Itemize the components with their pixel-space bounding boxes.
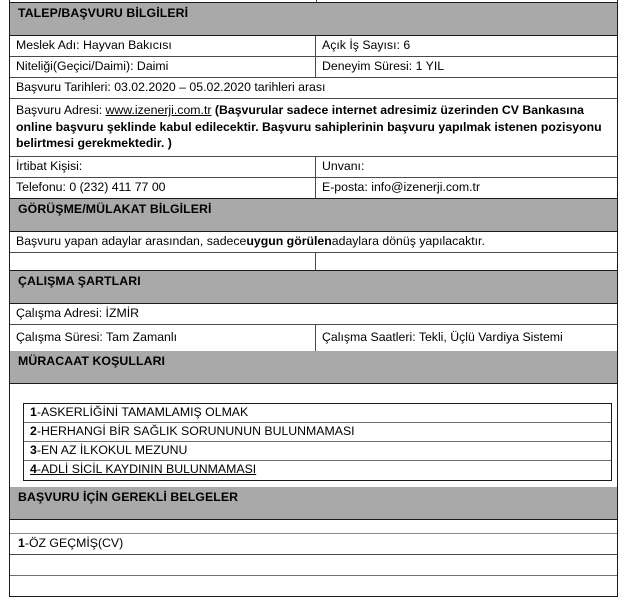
contact-email: E-posta: info@izenerji.com.tr (322, 179, 481, 194)
section-header-working-conditions: ÇALIŞMA ŞARTLARI (10, 271, 617, 304)
condition-list-item (24, 404, 611, 423)
application-conditions-list (23, 403, 612, 481)
interview-note (10, 232, 617, 252)
application-address-cell (10, 99, 617, 156)
table-row (10, 178, 617, 199)
work-hours: Çalışma Saatleri: Tekli, Üçlü Vardiya Sistemi (322, 329, 563, 344)
condition-list-item-text: 1-ASKERLİĞİNİ TAMAMLAMIŞ OLMAK (30, 404, 249, 419)
condition-list-item (24, 461, 611, 480)
column-divider (316, 0, 317, 2)
condition-list-item-text: 4-ADLİ SİCİL KAYDININ BULUNMAMASI (30, 462, 257, 476)
job-posting-table (9, 3, 618, 597)
application-address-prefix: Başvuru Adresi: (16, 103, 106, 117)
work-address: Çalışma Adresi: İZMİR (16, 305, 139, 320)
required-documents-list (10, 534, 617, 555)
table-row (10, 325, 617, 351)
blank-cell-left (10, 253, 316, 270)
contact-title: Unvanı: (322, 158, 365, 173)
table-row (10, 157, 617, 178)
condition-list-item-number: 1 (30, 404, 37, 419)
condition-list-item (24, 442, 611, 461)
table-row-blank (10, 253, 617, 271)
spacer-row-conditions (10, 384, 617, 403)
table-row (10, 57, 617, 78)
section-header-request-info: TALEP/BAŞVURU BİLGİLERİ (10, 3, 617, 36)
contact-person: İrtibat Kişisi: (10, 157, 316, 177)
interview-note-emphasis: uygun görülen (246, 233, 332, 248)
interview-note-part2: adaylara dönüş yapılacaktır. (331, 233, 485, 248)
table-row (10, 232, 617, 253)
table-row (10, 36, 617, 57)
application-address-link[interactable]: www.izenerji.com.tr (105, 103, 212, 117)
section-header-application-conditions: MÜRACAAT KOŞULLARI (10, 351, 617, 384)
open-positions-count: Açık İş Sayısı: 6 (322, 38, 411, 52)
table-row (10, 78, 617, 99)
work-duration: Çalışma Süresi: Tam Zamanlı (10, 325, 316, 351)
blank-cell-right (316, 253, 617, 270)
experience-duration: Deneyim Süresi: 1 YIL (322, 59, 445, 73)
condition-list-item-number: 2 (30, 423, 37, 438)
application-conditions-list-wrapper (10, 403, 617, 481)
condition-list-item (24, 423, 611, 442)
interview-note-part1: Başvuru yapan adaylar arasından, sadece (16, 233, 247, 248)
application-address-note: (Başvurular sadece internet adresimiz üzerinden CV Bankasına online başvuru şeklinde kabul edilecektir. Başvuru sahiplerinin başvuru yapılmak istenen pozisyonu belirtmesi gerekmektedir. ) (16, 103, 602, 150)
required-document-item: 1 -ÖZ GEÇMİŞ(CV) (10, 534, 617, 555)
occupation-name: Meslek Adı: Hayvan Bakıcısı (10, 36, 316, 56)
condition-list-item-text: 3-EN AZ İLKOKUL MEZUNU (30, 442, 188, 457)
condition-list-item-number: 3 (30, 442, 37, 457)
contact-phone: Telefonu: 0 (232) 411 77 00 (10, 178, 316, 198)
application-dates: Başvuru Tarihleri: 03.02.2020 – 05.02.2020 tarihleri arası (16, 80, 326, 94)
condition-list-item-number: 4 (30, 462, 37, 476)
spacer-row-documents (10, 520, 617, 534)
empty-document-row (10, 576, 617, 597)
qualification-type: Niteliği(Geçici/Daimi): Daimi (10, 57, 316, 77)
section-header-required-documents: BAŞVURU İÇİN GEREKLİ BELGELER (10, 487, 617, 520)
empty-document-row (10, 555, 617, 576)
table-row (10, 304, 617, 325)
required-document-number: 1 (18, 535, 25, 550)
section-header-interview-info: GÖRÜŞME/MÜLAKAT BİLGİLERİ (10, 199, 617, 232)
condition-list-item-text: 2-HERHANGİ BİR SAĞLIK SORUNUNUN BULUNMAMASI (30, 423, 355, 438)
table-row (10, 99, 617, 157)
